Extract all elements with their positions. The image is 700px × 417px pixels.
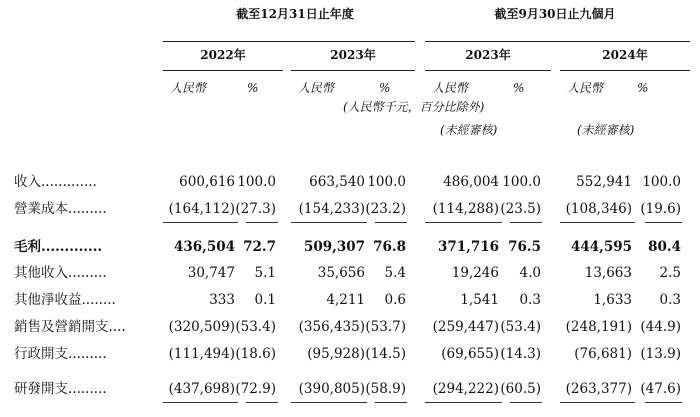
amount-cell: 509,307 bbox=[303, 239, 365, 255]
percent-cell: (19.6) bbox=[640, 201, 681, 217]
subtotal-underline bbox=[560, 402, 635, 403]
percent-cell: (60.5) bbox=[500, 381, 541, 397]
amount-cell: 30,747 bbox=[187, 265, 235, 281]
percent-cell: 0.1 bbox=[254, 292, 276, 308]
year-rule-2023-fy bbox=[291, 70, 415, 71]
amount-cell: 552,941 bbox=[576, 174, 632, 190]
year-header-2023-fy: 2023年 bbox=[330, 48, 376, 62]
row-label: 銷售及營銷開支.... bbox=[14, 319, 126, 335]
row-label: 其他收入......... bbox=[14, 265, 107, 281]
percent-cell: 2.5 bbox=[659, 265, 681, 281]
percent-cell: 0.6 bbox=[384, 292, 406, 308]
percent-cell: (47.6) bbox=[640, 381, 681, 397]
subtotal-underline bbox=[291, 402, 367, 403]
percent-cell: 0.3 bbox=[659, 292, 681, 308]
amount-cell: 19,246 bbox=[451, 265, 499, 281]
amount-cell: 35,656 bbox=[317, 265, 365, 281]
amount-cell: 371,716 bbox=[437, 239, 499, 255]
amount-cell: (95,928) bbox=[307, 346, 365, 362]
amount-cell: 4,211 bbox=[326, 292, 365, 308]
subtotal-underline bbox=[645, 402, 682, 403]
percent-cell: (58.9) bbox=[365, 381, 406, 397]
subtotal-underline bbox=[163, 222, 238, 223]
amount-cell: (437,698) bbox=[168, 381, 235, 397]
year-rule-2023-9m bbox=[425, 70, 551, 71]
percent-cell: 76.8 bbox=[373, 239, 406, 255]
subheader-rmb-2023-9m: 人民幣 bbox=[432, 81, 469, 95]
year-header-2024-9m: 2024年 bbox=[602, 48, 648, 62]
amount-cell: 13,663 bbox=[584, 265, 632, 281]
header-year-group: 截至12月31日止年度 bbox=[236, 7, 354, 21]
percent-cell: (53.7) bbox=[365, 319, 406, 335]
amount-cell: 486,004 bbox=[443, 174, 499, 190]
subtotal-underline bbox=[375, 402, 407, 403]
row-label: 行政開支......... bbox=[14, 346, 107, 362]
amount-cell: (248,191) bbox=[565, 319, 632, 335]
percent-cell: 0.3 bbox=[519, 292, 541, 308]
amount-cell: (356,435) bbox=[298, 319, 365, 335]
subtotal-underline bbox=[246, 222, 278, 223]
amount-cell: (390,805) bbox=[298, 381, 365, 397]
subtotal-underline bbox=[291, 222, 367, 223]
amount-cell: 436,504 bbox=[173, 239, 235, 255]
percent-cell: 4.0 bbox=[519, 265, 541, 281]
row-label: 其他淨收益........ bbox=[14, 292, 116, 308]
amount-cell: (294,222) bbox=[432, 381, 499, 397]
year-header-2022: 2022年 bbox=[200, 48, 246, 62]
subtotal-underline bbox=[510, 402, 542, 403]
subheader-pct-2024-9m: % bbox=[637, 81, 649, 95]
percent-cell: (53.4) bbox=[235, 319, 276, 335]
year-rule-2022 bbox=[163, 70, 283, 71]
percent-cell: (23.2) bbox=[365, 201, 406, 217]
percent-cell: 100.0 bbox=[642, 174, 681, 190]
subtotal-underline bbox=[425, 222, 502, 223]
percent-cell: (44.9) bbox=[640, 319, 681, 335]
subtotal-underline bbox=[163, 402, 238, 403]
unaudited-note-2023: (未經審核) bbox=[440, 123, 498, 137]
header-rule-year bbox=[163, 41, 415, 42]
header-nine-month-group: 截至9月30日止九個月 bbox=[494, 7, 616, 21]
subtotal-underline bbox=[425, 402, 502, 403]
percent-cell: (53.4) bbox=[500, 319, 541, 335]
percent-cell: 5.4 bbox=[384, 265, 406, 281]
percent-cell: (14.5) bbox=[365, 346, 406, 362]
percent-cell: (14.3) bbox=[500, 346, 541, 362]
amount-cell: (69,655) bbox=[441, 346, 499, 362]
percent-cell: 100.0 bbox=[502, 174, 541, 190]
amount-cell: (164,112) bbox=[168, 201, 235, 217]
subheader-pct-2023-9m: % bbox=[513, 81, 525, 95]
amount-cell: 444,595 bbox=[570, 239, 632, 255]
amount-cell: 663,540 bbox=[309, 174, 365, 190]
year-header-2023-9m: 2023年 bbox=[465, 48, 511, 62]
amount-cell: 333 bbox=[209, 292, 235, 308]
subheader-rmb-2022: 人民幣 bbox=[170, 81, 207, 95]
subheader-rmb-2023-fy: 人民幣 bbox=[298, 81, 335, 95]
subtotal-underline bbox=[645, 222, 682, 223]
percent-cell: (18.6) bbox=[235, 346, 276, 362]
subheader-pct-2022: % bbox=[247, 81, 259, 95]
header-rule-nine bbox=[425, 41, 690, 42]
unit-note: (人民幣千元，百分比除外) bbox=[343, 100, 485, 114]
amount-cell: 1,541 bbox=[460, 292, 499, 308]
amount-cell: 600,616 bbox=[179, 174, 235, 190]
percent-cell: (13.9) bbox=[640, 346, 681, 362]
amount-cell: (108,346) bbox=[565, 201, 632, 217]
amount-cell: 1,633 bbox=[593, 292, 632, 308]
unaudited-note-2024: (未經審核) bbox=[577, 123, 635, 137]
percent-cell: (27.3) bbox=[235, 201, 276, 217]
row-label: 營業成本......... bbox=[14, 201, 107, 217]
row-label: 收入............. bbox=[14, 174, 97, 190]
subtotal-underline bbox=[246, 402, 278, 403]
amount-cell: (263,377) bbox=[565, 381, 632, 397]
percent-cell: 5.1 bbox=[254, 265, 276, 281]
percent-cell: (23.5) bbox=[500, 201, 541, 217]
row-label: 研發開支......... bbox=[14, 381, 107, 397]
percent-cell: (72.9) bbox=[235, 381, 276, 397]
percent-cell: 100.0 bbox=[367, 174, 406, 190]
amount-cell: (76,681) bbox=[574, 346, 632, 362]
subheader-rmb-2024-9m: 人民幣 bbox=[567, 81, 604, 95]
amount-cell: (259,447) bbox=[432, 319, 499, 335]
year-rule-2024-9m bbox=[560, 70, 690, 71]
subtotal-underline bbox=[510, 222, 542, 223]
subheader-pct-2023-fy: % bbox=[379, 81, 391, 95]
amount-cell: (111,494) bbox=[168, 346, 235, 362]
amount-cell: (114,288) bbox=[432, 201, 499, 217]
row-label: 毛利............. bbox=[14, 239, 103, 255]
percent-cell: 100.0 bbox=[237, 174, 276, 190]
subtotal-underline bbox=[375, 222, 407, 223]
percent-cell: 76.5 bbox=[508, 239, 541, 255]
percent-cell: 80.4 bbox=[648, 239, 681, 255]
amount-cell: (154,233) bbox=[298, 201, 365, 217]
subtotal-underline bbox=[560, 222, 635, 223]
percent-cell: 72.7 bbox=[243, 239, 276, 255]
amount-cell: (320,509) bbox=[168, 319, 235, 335]
